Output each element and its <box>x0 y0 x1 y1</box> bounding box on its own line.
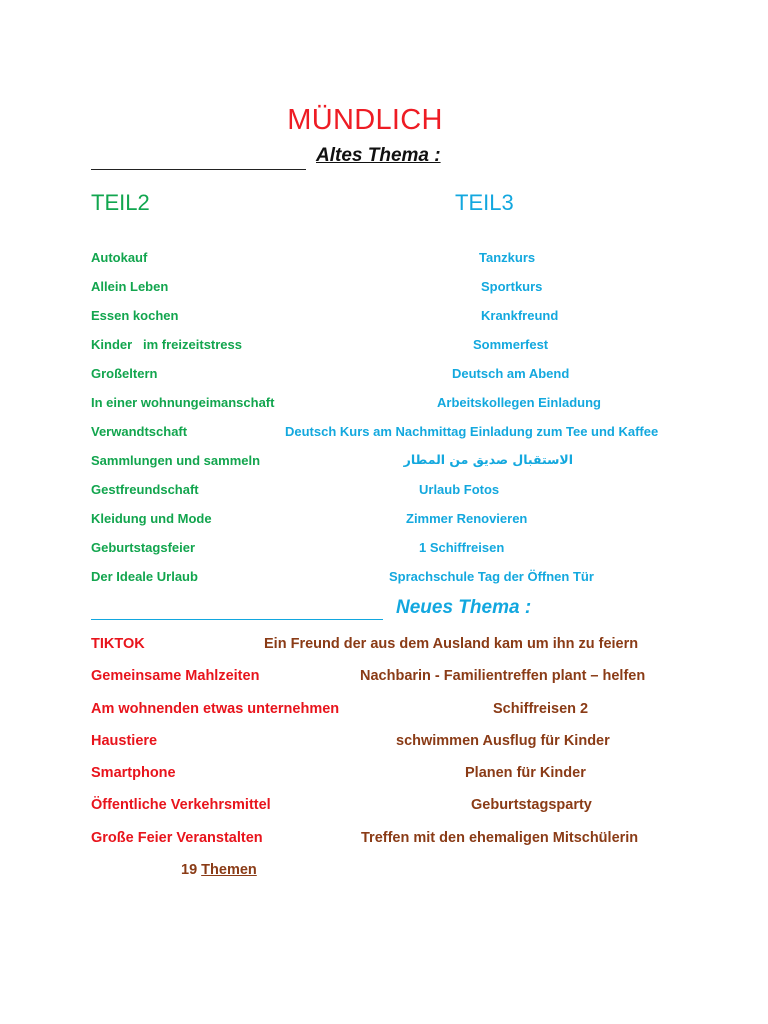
new-right-item: Planen für Kinder <box>465 765 586 781</box>
teil2-item: Der Ideale Urlaub <box>91 569 198 584</box>
heading-rule <box>91 169 306 170</box>
teil2-heading: TEIL2 <box>91 190 150 215</box>
teil2-item: Kleidung und Mode <box>91 511 212 526</box>
new-left-item: TIKTOK <box>91 636 145 652</box>
topic-count-label: Themen <box>201 862 257 878</box>
teil2-item: Verwandtschaft <box>91 424 188 439</box>
teil3-item: Deutsch Kurs am Nachmittag Einladung zum Tee und Kaffee <box>285 424 659 439</box>
teil2-item: Autokauf <box>91 250 148 265</box>
new-right-item: Geburtstagsparty <box>471 797 592 813</box>
teil2-item: In einer wohnungeimanschaft <box>91 395 275 410</box>
new-left-item: Gemeinsame Mahlzeiten <box>91 668 260 684</box>
teil3-item: 1 Schiffreisen <box>419 540 505 555</box>
topic-count <box>181 862 257 878</box>
topic-count-number: 19 <box>181 862 198 878</box>
teil2-item: Sammlungen und sammeln <box>91 453 261 468</box>
old-topics-heading: Altes Thema : <box>316 145 441 166</box>
page-title: MÜNDLICH <box>287 104 443 136</box>
teil2-item: Allein Leben <box>91 279 169 294</box>
new-left-item: Öffentliche Verkehrsmittel <box>91 797 271 813</box>
new-heading-rule <box>91 619 383 620</box>
teil3-item: Zimmer Renovieren <box>406 511 528 526</box>
teil2-item: Essen kochen <box>91 308 179 323</box>
new-right-item: Nachbarin - Familientreffen plant – helfen <box>360 668 646 684</box>
new-left-item: Haustiere <box>91 733 158 749</box>
teil3-item: Sprachschule Tag der Öffnen Tür <box>389 569 594 584</box>
new-right-item: schwimmen Ausflug für Kinder <box>396 733 610 749</box>
teil2-item: Großeltern <box>91 366 158 381</box>
teil3-item: Arbeitskollegen Einladung <box>437 395 601 410</box>
new-left-item: Große Feier Veranstalten <box>91 830 263 846</box>
new-right-item: Schiffreisen 2 <box>493 701 589 717</box>
teil3-item: Krankfreund <box>481 308 559 323</box>
new-left-item: Am wohnenden etwas unternehmen <box>91 701 340 717</box>
teil3-item: Urlaub Fotos <box>419 482 500 497</box>
teil2-item: Geburtstagsfeier <box>91 540 196 555</box>
new-right-item: Treffen mit den ehemaligen Mitschülerin <box>361 830 639 846</box>
teil3-item: Sommerfest <box>473 337 549 352</box>
new-right-item: Ein Freund der aus dem Ausland kam um ihn zu feiern <box>264 636 639 652</box>
new-left-item: Smartphone <box>91 765 176 781</box>
new-topics-heading: Neues Thema : <box>396 597 532 618</box>
teil3-item: Tanzkurs <box>479 250 536 265</box>
teil3-item: الاستقبال صديق من المطار <box>403 452 573 467</box>
teil3-item: Deutsch am Abend <box>452 366 570 381</box>
teil3-heading: TEIL3 <box>455 190 514 215</box>
teil2-item: Kinder im freizeitstress <box>91 337 242 352</box>
teil3-item: Sportkurs <box>481 279 543 294</box>
teil2-item: Gestfreundschaft <box>91 482 199 497</box>
